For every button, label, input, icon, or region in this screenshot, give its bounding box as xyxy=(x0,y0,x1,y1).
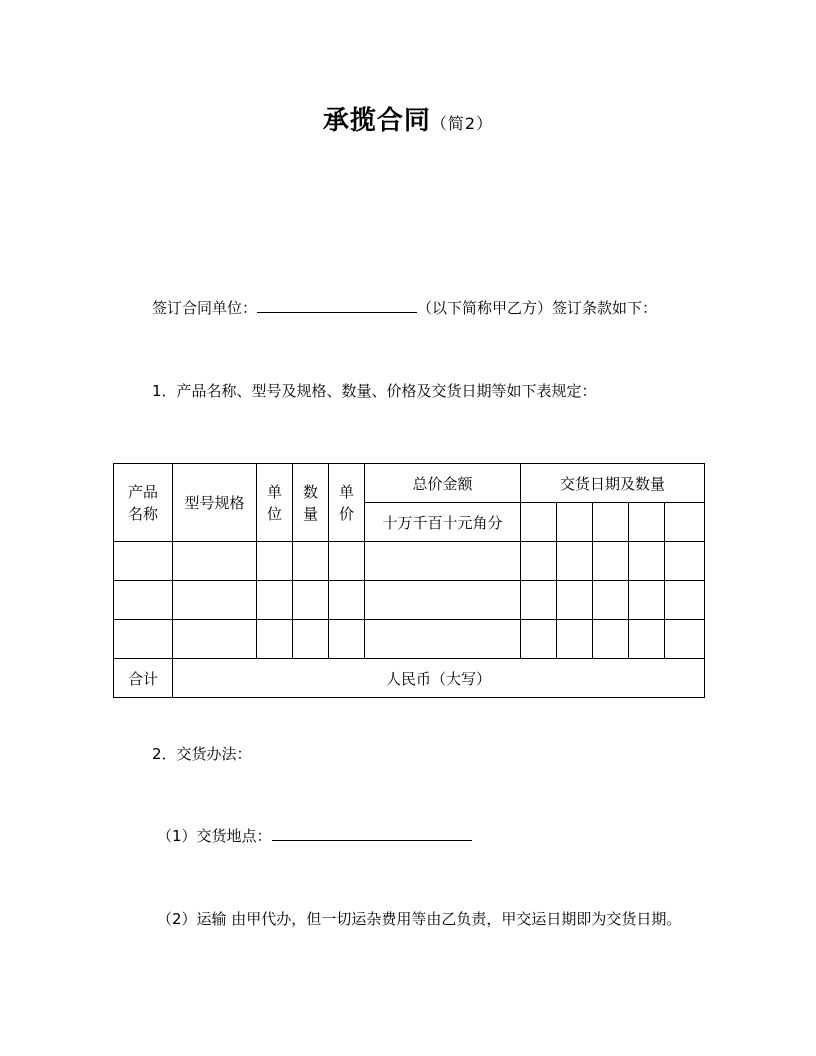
table-cell[interactable] xyxy=(114,542,173,581)
table-cell[interactable] xyxy=(365,581,521,620)
table-cell[interactable] xyxy=(293,581,329,620)
sum-label: 合计 xyxy=(114,659,173,698)
delivery-cell[interactable] xyxy=(521,503,557,542)
header-model-spec: 型号规格 xyxy=(173,464,257,542)
table-cell[interactable] xyxy=(521,542,557,581)
delivery-cell[interactable] xyxy=(593,503,629,542)
clause-2: 2．交货办法： xyxy=(152,745,252,763)
table-cell[interactable] xyxy=(629,620,665,659)
table-cell[interactable] xyxy=(521,581,557,620)
table-cell[interactable] xyxy=(329,581,365,620)
intro-tail: （以下简称甲乙方）签订条款如下： xyxy=(417,299,658,317)
table-cell[interactable] xyxy=(173,620,257,659)
header-total-amount: 总价金额 xyxy=(365,464,521,503)
clause-2-1 xyxy=(157,826,472,846)
header-unit-price: 单 价 xyxy=(329,464,365,542)
table-cell[interactable] xyxy=(593,542,629,581)
table-cell[interactable] xyxy=(557,542,593,581)
table-cell[interactable] xyxy=(114,581,173,620)
table-cell[interactable] xyxy=(257,542,293,581)
table-cell[interactable] xyxy=(521,620,557,659)
delivery-cell[interactable] xyxy=(557,503,593,542)
table-cell[interactable] xyxy=(257,620,293,659)
table-cell[interactable] xyxy=(114,620,173,659)
table-cell[interactable] xyxy=(293,620,329,659)
table-row xyxy=(114,542,705,581)
clause-2-1-label: （1）交货地点： xyxy=(157,827,272,845)
table-cell[interactable] xyxy=(173,542,257,581)
table-cell[interactable] xyxy=(557,620,593,659)
table-cell[interactable] xyxy=(629,581,665,620)
table-cell[interactable] xyxy=(329,542,365,581)
clause-1: 1．产品名称、型号及规格、数量、价格及交货日期等如下表规定： xyxy=(152,382,597,400)
party-name-blank[interactable] xyxy=(257,298,417,313)
table-cell[interactable] xyxy=(293,542,329,581)
product-table xyxy=(113,463,705,698)
table-cell[interactable] xyxy=(365,542,521,581)
intro-lead: 签订合同单位： xyxy=(152,299,258,317)
table-cell[interactable] xyxy=(665,542,705,581)
table-header-row-1 xyxy=(114,464,705,503)
sum-currency-cell[interactable]: 人民币（大写） xyxy=(173,659,705,698)
table-cell[interactable] xyxy=(173,581,257,620)
table-cell[interactable] xyxy=(329,620,365,659)
delivery-cell[interactable] xyxy=(629,503,665,542)
table-row xyxy=(114,581,705,620)
table-cell[interactable] xyxy=(629,542,665,581)
header-unit: 单 位 xyxy=(257,464,293,542)
table-cell[interactable] xyxy=(665,581,705,620)
header-delivery: 交货日期及数量 xyxy=(521,464,705,503)
intro-line xyxy=(152,298,657,318)
clause-2-2: （2）运输 由甲代办，但一切运杂费用等由乙负责，甲交运日期即为交货日期。 xyxy=(157,910,682,928)
table-sum-row xyxy=(114,659,705,698)
table-cell[interactable] xyxy=(557,581,593,620)
table-cell[interactable] xyxy=(593,581,629,620)
title-subtitle: （简2） xyxy=(430,114,494,133)
document-title xyxy=(0,100,816,137)
table-cell[interactable] xyxy=(257,581,293,620)
delivery-location-blank[interactable] xyxy=(272,826,472,841)
delivery-cell[interactable] xyxy=(665,503,705,542)
table-cell[interactable] xyxy=(665,620,705,659)
table-cell[interactable] xyxy=(593,620,629,659)
title-main: 承揽合同 xyxy=(322,106,431,136)
table-row xyxy=(114,620,705,659)
header-quantity: 数 量 xyxy=(293,464,329,542)
header-total-digits: 十万千百十元角分 xyxy=(365,503,521,542)
table-cell[interactable] xyxy=(365,620,521,659)
header-product-name: 产品 名称 xyxy=(114,464,173,542)
